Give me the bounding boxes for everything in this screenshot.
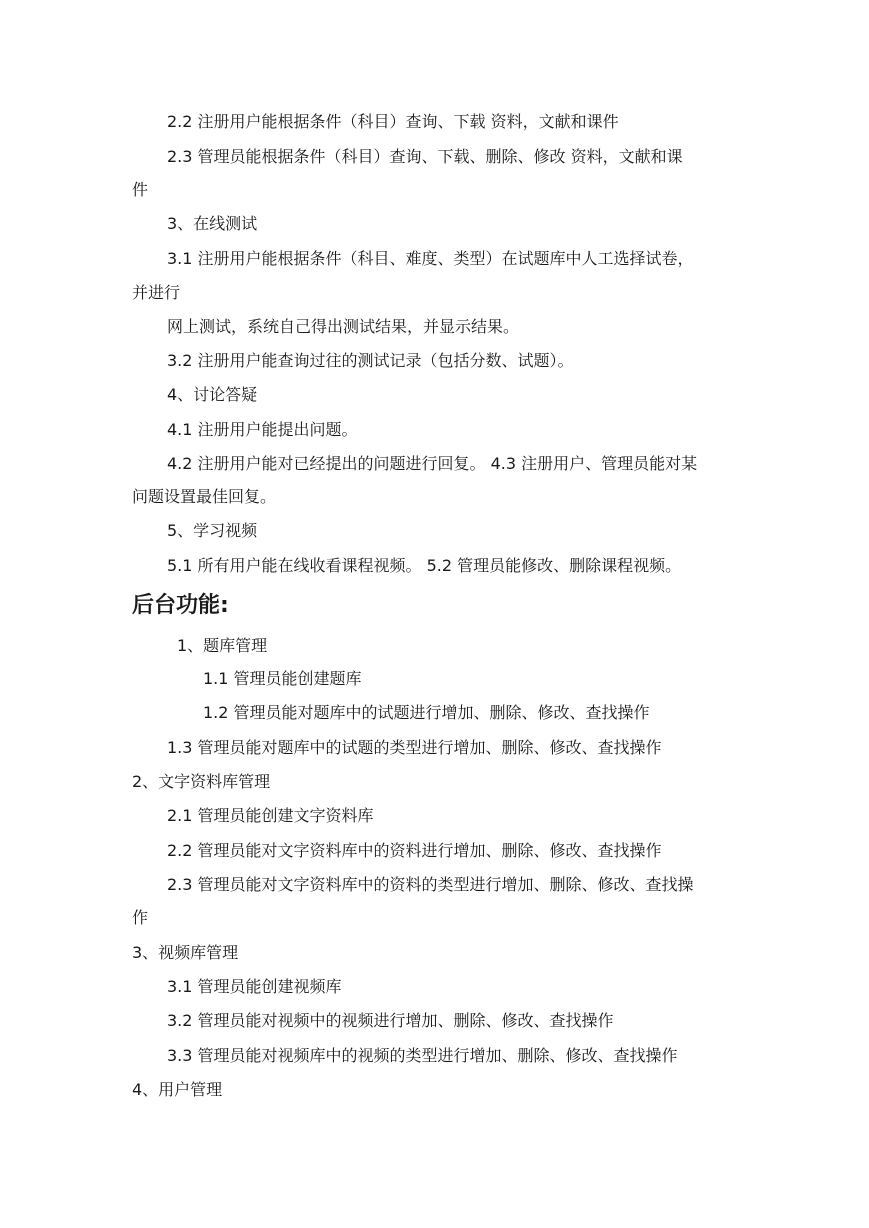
paragraph-2-3-cont: 件 [132,180,149,199]
section-4-title: 4、讨论答疑 [167,385,258,404]
backend-2-3: 2.3 管理员能对文字资料库中的资料的类型进行增加、删除、修改、查找操 [167,875,694,894]
paragraph-5-1: 5.1 所有用户能在线收看课程视频。 5.2 管理员能修改、删除课程视频。 [167,556,682,575]
backend-3-2: 3.2 管理员能对视频中的视频进行增加、删除、修改、查找操作 [167,1011,614,1030]
paragraph-3-1-cont2: 网上测试，系统自己得出测试结果，并显示结果。 [167,317,520,336]
backend-3-3: 3.3 管理员能对视频库中的视频的类型进行增加、删除、修改、查找操作 [167,1046,678,1065]
backend-1-title: 1、题库管理 [177,636,268,655]
backend-3-1: 3.1 管理员能创建视频库 [167,977,342,996]
backend-1-1: 1.1 管理员能创建题库 [203,669,362,688]
backend-1-3: 1.3 管理员能对题库中的试题的类型进行增加、删除、修改、查找操作 [167,738,662,757]
paragraph-2-3: 2.3 管理员能根据条件（科目）查询、下载、删除、修改 资料，文献和课 [167,147,683,166]
backend-2-title: 2、文字资料库管理 [132,772,271,791]
paragraph-4-2: 4.2 注册用户能对已经提出的问题进行回复。 4.3 注册用户、管理员能对某 [167,454,698,473]
paragraph-4-1: 4.1 注册用户能提出问题。 [167,420,358,439]
paragraph-4-3-cont: 问题设置最佳回复。 [132,487,277,506]
paragraph-2-2: 2.2 注册用户能根据条件（科目）查询、下载 资料，文献和课件 [167,112,619,131]
backend-2-3-cont: 作 [132,908,149,927]
section-3-title: 3、在线测试 [167,214,258,233]
paragraph-3-1-cont: 并进行 [132,283,181,302]
backend-heading: 后台功能: [132,593,229,618]
backend-1-2: 1.2 管理员能对题库中的试题进行增加、删除、修改、查找操作 [203,703,650,722]
section-5-title: 5、学习视频 [167,521,258,540]
backend-4-title: 4、用户管理 [132,1080,223,1099]
backend-3-title: 3、视频库管理 [132,943,239,962]
paragraph-3-1: 3.1 注册用户能根据条件（科目、难度、类型）在试题库中人工选择试卷， [167,249,694,268]
backend-2-1: 2.1 管理员能创建文字资料库 [167,806,374,825]
paragraph-3-2: 3.2 注册用户能查询过往的测试记录（包括分数、试题）。 [167,351,574,370]
backend-2-2: 2.2 管理员能对文字资料库中的资料进行增加、删除、修改、查找操作 [167,841,662,860]
